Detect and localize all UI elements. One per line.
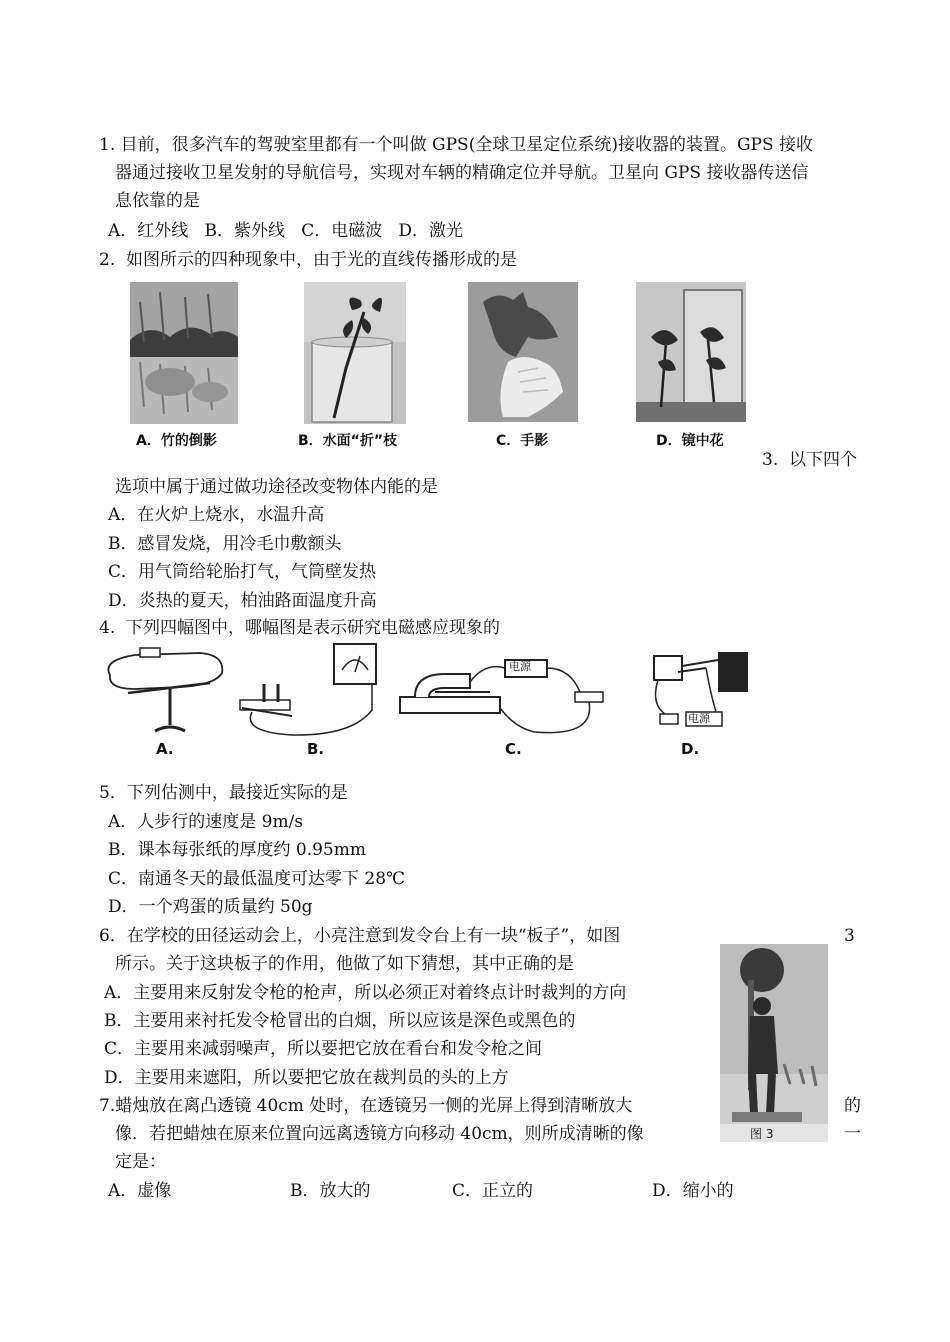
q6-option-d: D．主要用来遮阳，所以要把它放在裁判员的头的上方: [104, 1068, 509, 1088]
caption-c: C．手影: [496, 433, 549, 449]
photo-bamboo-reflection: [130, 282, 238, 424]
q5-stem: 5．下列估测中，最接近实际的是: [99, 783, 348, 803]
q7-option-a: A．虚像: [108, 1181, 172, 1201]
q5-option-c: C．南通冬天的最低温度可达零下 28℃: [108, 869, 406, 889]
photo-branch-in-water: [304, 282, 406, 424]
q2-stem: 2. 如图所示的四种现象中，由于光的直线传播形成的是: [99, 250, 518, 270]
q7-option-d: D．缩小的: [652, 1181, 734, 1201]
q6-line2: 所示。关于这块板子的作用，他做了如下猜想，其中正确的是: [115, 954, 574, 974]
q5-option-b: B．课本每张纸的厚度约 0.95mm: [108, 840, 366, 860]
q1-options: A．红外线 B．紫外线 C．电磁波 D．激光: [108, 221, 464, 241]
q7-option-c: C．正立的: [452, 1181, 534, 1201]
q1-line2: 器通过接收卫星发射的导航信号，实现对车辆的精确定位并导航。卫星向 GPS 接收器传送信: [115, 163, 809, 183]
q3-stem-cont: 选项中属于通过做功途径改变物体内能的是: [115, 477, 438, 497]
q6-option-a: A．主要用来反射发令枪的枪声，所以必须正对着终点计时裁判的方向: [104, 983, 627, 1003]
q4d-power-label: 电源: [688, 712, 710, 725]
photo-hand-shadow: [468, 282, 578, 422]
q5-option-a: A．人步行的速度是 9m/s: [108, 812, 304, 832]
q6-line1-tail: 3: [844, 926, 855, 946]
q4c-power-label: 电源: [509, 660, 531, 673]
q3-option-b: B．感冒发烧，用冷毛巾敷额头: [108, 534, 342, 554]
photo-starter-platform: [720, 944, 828, 1142]
q5-option-d: D．一个鸡蛋的质量约 50g: [108, 897, 313, 917]
q7-line2-tail: 一: [844, 1124, 861, 1144]
photo-flower-mirror: [636, 282, 746, 422]
caption-d: D．镜中花: [656, 433, 724, 449]
caption-a: A．竹的倒影: [136, 433, 217, 449]
q1-line1: 1. 目前，很多汽车的驾驶室里都有一个叫做 GPS(全球卫星定位系统)接收器的装置。GPS 接收: [99, 135, 814, 155]
diagram-4a: [100, 645, 230, 740]
caption-b: B．水面“折”枝: [298, 433, 398, 449]
q7-line1-tail: 的: [844, 1096, 861, 1116]
q7-line3: 定是：: [115, 1152, 166, 1172]
q6-option-b: B．主要用来衬托发令枪冒出的白烟，所以应该是深色或黑色的: [104, 1011, 576, 1031]
q7-line1: 7.蜡烛放在离凸透镜 40cm 处时，在透镜另一侧的光屏上得到清晰放大: [99, 1096, 633, 1116]
q1-line3: 息依靠的是: [115, 191, 200, 211]
q7-option-b: B．放大的: [290, 1181, 371, 1201]
q3-option-a: A．在火炉上烧水，水温升高: [108, 505, 325, 525]
fig4-label-a: A.: [156, 740, 174, 758]
diagram-4b: [232, 640, 382, 740]
q3-option-d: D．炎热的夏天，柏油路面温度升高: [108, 591, 377, 611]
q3-stem-start: 3. 以下四个: [762, 450, 858, 470]
fig4-label-b: B.: [307, 740, 325, 758]
q6-line1: 6．在学校的田径运动会上，小亮注意到发令台上有一块“板子”，如图: [99, 926, 621, 946]
fig4-label-d: D.: [681, 740, 700, 758]
q3-option-c: C．用气筒给轮胎打气，气筒壁发热: [108, 562, 377, 582]
q6-option-c: C．主要用来减弱噪声，所以要把它放在看台和发令枪之间: [104, 1039, 543, 1059]
q4-stem: 4. 下列四幅图中，哪幅图是表示研究电磁感应现象的: [99, 618, 501, 638]
fig4-label-c: C.: [505, 740, 522, 758]
figure-3-caption: 图 3: [750, 1127, 774, 1141]
q7-line2: 像．若把蜡烛在原来位置向远离透镜方向移动 40cm，则所成清晰的像: [115, 1124, 644, 1144]
